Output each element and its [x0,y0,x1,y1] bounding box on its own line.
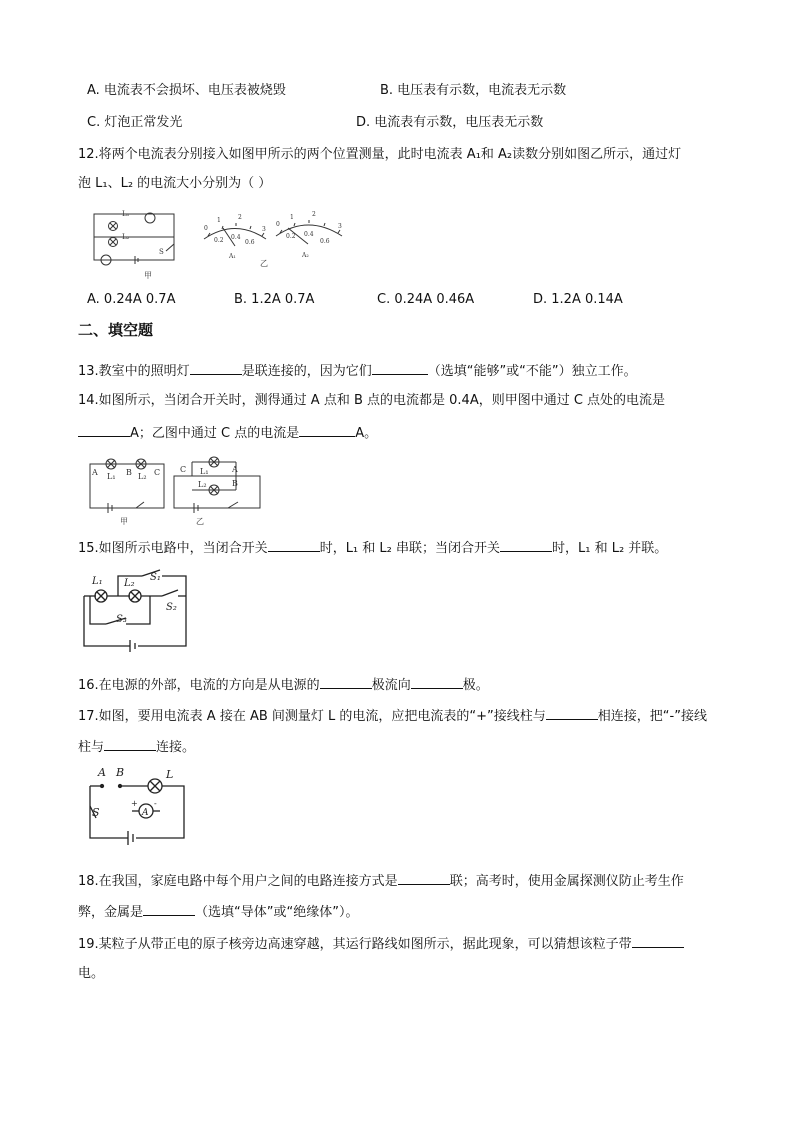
label-l2: L₂ [124,578,135,589]
answer-blank[interactable] [398,871,450,885]
question-17-line2 [78,737,195,757]
label-yi: 乙 [196,517,204,526]
label-b: B [116,766,125,779]
tick-a1-1: 1 [217,217,221,224]
option-11b: B. 电压表有示数，电流表无示数 [380,83,567,98]
answer-blank[interactable] [500,538,552,552]
option-11d: D. 电流表有示数，电压表无示数 [356,115,544,130]
q14-part-b: A；乙图中通过 C 点的电流是 [130,426,300,441]
option-12c: C. 0.24A 0.46A [377,292,475,307]
q15-part-a: 15.如图所示电路中，当闭合开关 [78,541,268,556]
label-s: S [92,806,100,819]
svg-text:-: - [154,799,157,808]
answer-blank[interactable] [411,675,463,689]
answer-blank[interactable] [143,902,195,916]
figure-12-circuit [80,206,350,282]
figure-17-circuit [84,766,194,848]
figure-14-circuit [86,454,264,528]
label-jia: 甲 [144,271,152,280]
svg-text:L₁: L₁ [200,467,209,476]
label-s2: S₂ [166,602,177,613]
q16-part-b: 极流向 [371,678,411,693]
label-a: A [92,468,98,477]
label-s3: S₃ [116,614,127,625]
section-title: 二、填空题 [78,321,154,339]
label-a2: A₂ [302,252,309,259]
label-s: S [159,248,164,256]
label-l2: L₂ [138,472,147,481]
label-jia: 甲 [120,517,128,526]
q16-part-c: 极。 [462,678,489,693]
svg-text:3: 3 [338,223,342,230]
answer-blank[interactable] [546,706,598,720]
answer-blank[interactable] [372,361,428,375]
svg-text:0.2: 0.2 [286,233,296,240]
option-12a: A. 0.24A 0.7A [87,292,176,307]
q13-part-b: 是联连接的，因为它们 [241,364,372,379]
question-14-line1: 14.如图所示，当闭合开关时，测得通过 A 点和 B 点的电流都是 0.4A，则甲图中通过 C 点处的电流是 [78,393,666,408]
answer-blank[interactable] [299,423,355,437]
label-l2: L₂ [122,233,130,241]
label-meter: A [142,808,149,818]
answer-blank[interactable] [190,361,242,375]
label-l1: L₁ [107,472,116,481]
question-17-line1 [78,706,707,726]
svg-text:0: 0 [204,225,208,232]
option-11c: C. 灯泡正常发光 [87,115,183,130]
q18-part-b: 联；高考时，使用金属探测仪防止考生作 [449,874,684,889]
q17-part-c: 柱与 [78,740,105,755]
question-16 [78,675,489,695]
q13-part-a: 13.教室中的照明灯 [78,364,190,379]
label-a1: A₁ [229,253,236,260]
svg-text:A: A [232,465,238,474]
answer-blank[interactable] [632,934,684,948]
q13-part-c: （选填“能够”或“不能”）独立工作。 [427,364,637,379]
figure-15-circuit [80,566,192,652]
q18-part-a: 18.在我国，家庭电路中每个用户之间的电路连接方式是 [78,874,398,889]
svg-text:C: C [180,465,187,474]
tick-a1-minor-0.6: 0.6 [245,239,255,246]
svg-text:L₂: L₂ [198,480,207,489]
svg-text:0.4: 0.4 [304,231,314,238]
option-12d: D. 1.2A 0.14A [533,292,623,307]
question-12-line1: 12.将两个电流表分别接入如图甲所示的两个位置测量，此时电流表 A₁和 A₂读数分别如图乙所示，通过灯 [78,147,682,162]
label-c: C [154,468,161,477]
svg-text:B: B [232,479,238,488]
label-l: L [166,768,174,781]
tick-a1-3: 3 [262,226,266,233]
option-12b: B. 1.2A 0.7A [234,292,315,307]
answer-blank[interactable] [104,737,156,751]
question-12-line2: 泡 L₁、L₂ 的电流大小分别为（ ） [78,176,272,191]
question-19-line2: 电。 [78,966,105,981]
svg-text:0: 0 [276,221,280,228]
answer-blank[interactable] [78,423,130,437]
label-b: B [126,468,132,477]
svg-text:0.6: 0.6 [320,238,330,245]
answer-blank[interactable] [320,675,372,689]
label-s1: S₁ [150,572,161,583]
q14-part-c: A。 [355,426,378,441]
option-11a: A. 电流表不会损坏、电压表被烧毁 [87,83,286,98]
question-18-line2 [78,902,358,922]
label-yi: 乙 [260,259,268,268]
tick-a1-2: 2 [238,214,242,221]
question-13 [78,361,637,381]
question-14-line2 [78,423,377,443]
q17-part-b: 相连接，把“-”接线 [597,709,707,724]
q18-part-d: （选填“导体”或“绝缘体”）。 [195,905,359,920]
q18-part-c: 弊，金属是 [78,905,144,920]
label-l1: L₁ [92,576,103,587]
q15-part-c: 时，L₁ 和 L₂ 并联。 [552,541,668,556]
q16-part-a: 16.在电源的外部，电流的方向是从电源的 [78,678,320,693]
tick-a1-minor-0.2: 0.2 [214,237,224,244]
question-15 [78,538,667,558]
question-18-line1 [78,871,684,891]
question-19-line1 [78,934,684,954]
q17-part-d: 连接。 [156,740,196,755]
q15-part-b: 时，L₁ 和 L₂ 串联；当闭合开关 [319,541,500,556]
svg-text:1: 1 [290,214,294,221]
q17-part-a: 17.如图，要用电流表 A 接在 AB 间测量灯 L 的电流，应把电流表的“+”接线柱与 [78,709,546,724]
q19-part-a: 19.某粒子从带正电的原子核旁边高速穿越，其运行路线如图所示，据此现象，可以猜想该粒子带 [78,937,632,952]
label-l1: L₁ [122,210,130,218]
label-a: A [98,766,106,779]
svg-text:+: + [131,799,138,808]
svg-text:2: 2 [312,211,316,218]
answer-blank[interactable] [268,538,320,552]
tick-a1-minor-0.4: 0.4 [231,234,241,241]
